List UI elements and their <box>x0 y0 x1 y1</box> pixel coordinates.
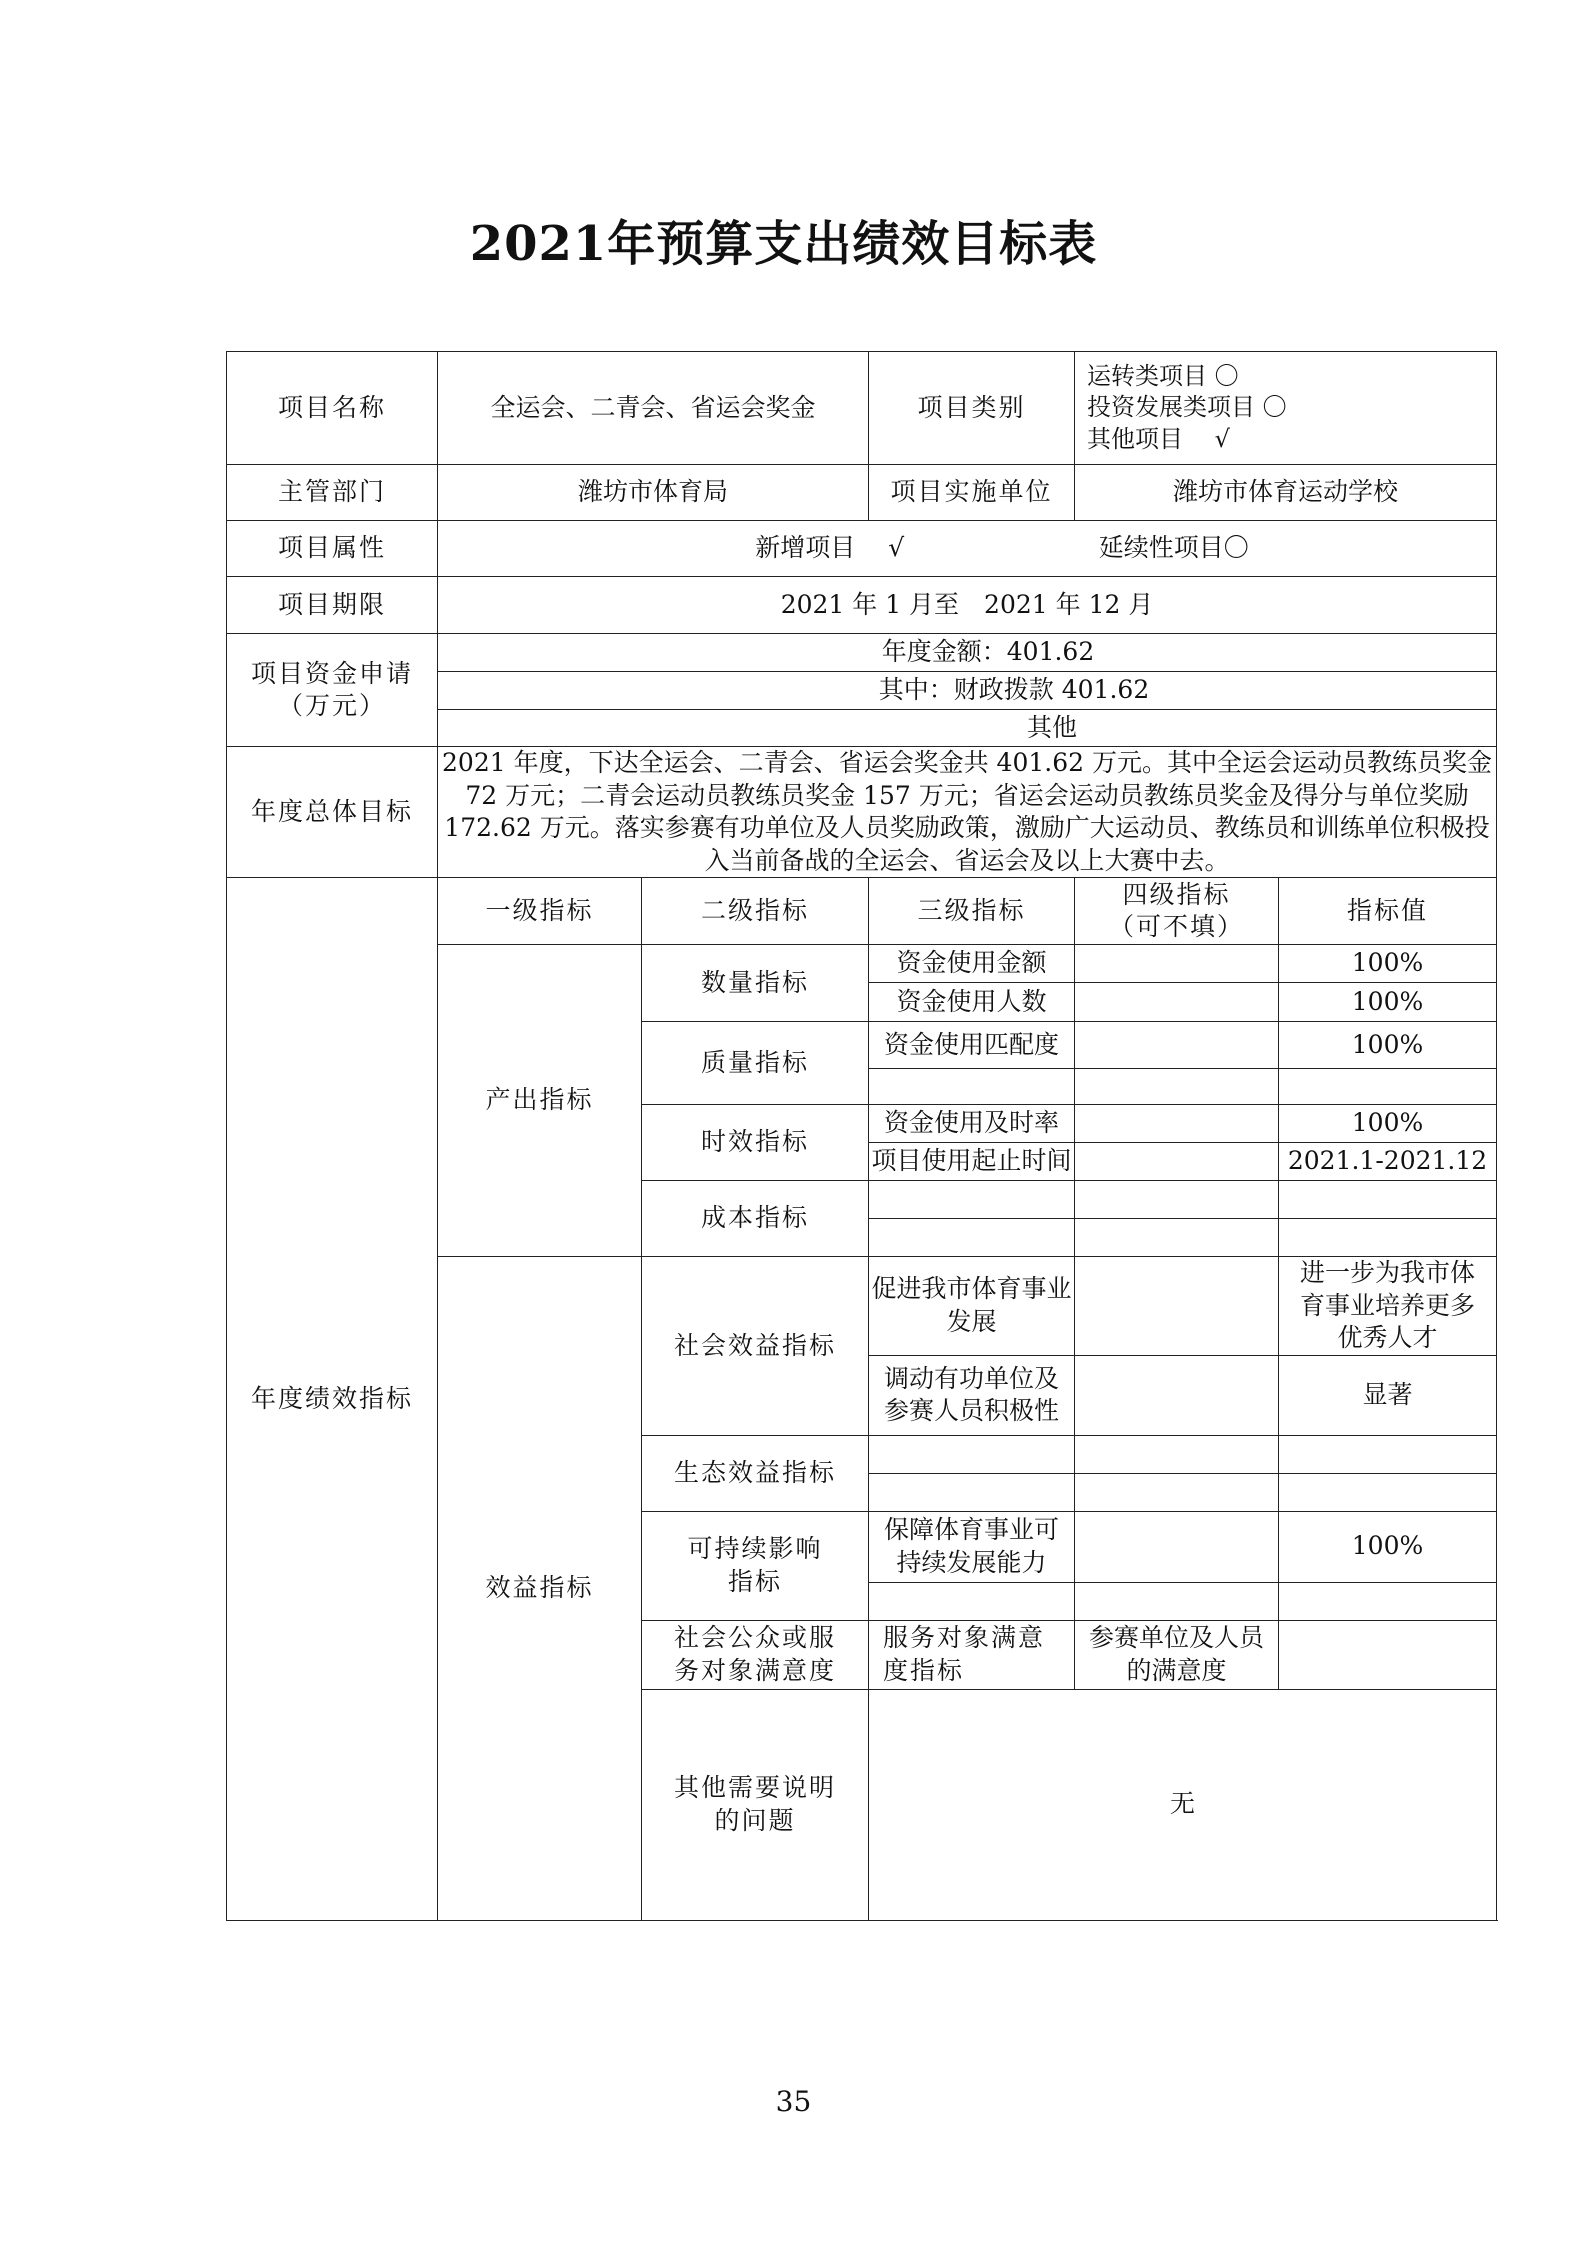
indicator-name: 资金使用及时率 <box>869 1105 1075 1143</box>
category-option-investment: 投资发展类项目 〇 <box>1087 393 1287 422</box>
annual-goal-text: 2021 年度，下达全运会、二青会、省运会奖金共 401.62 万元。其中全运会运动员教练员奖金 72 万元；二青会运动员教练员奖金 157 万元；省运会运动员教练员奖金及得分与单位奖励 172.62 万元。落实参赛有功单位及人员奖励政策，激励广大运动员、教练员和训练单位积极投入当前备战的全运会、省运会及以上大赛中去。 <box>438 747 1497 878</box>
indicator-value <box>1279 1219 1497 1257</box>
attribute-continuing: 延续性项目〇 <box>1098 533 1249 563</box>
department-label: 主管部门 <box>227 465 438 521</box>
indicator-value: 100% <box>1279 945 1497 983</box>
indicator-value: 2021.1-2021.12 <box>1279 1143 1497 1181</box>
row-attribute <box>227 521 1497 577</box>
period-label: 项目期限 <box>227 577 438 634</box>
indicator-level4 <box>1075 983 1279 1022</box>
period-value: 2021 年 1 月至 2021 年 12 月 <box>438 577 1497 634</box>
indicator-name <box>869 1435 1075 1473</box>
indicator-level4 <box>1075 1143 1279 1181</box>
indicator-value <box>1279 1582 1497 1620</box>
funds-label: 项目资金申请（万元） <box>227 634 438 747</box>
header-level2: 二级指标 <box>642 878 869 945</box>
eco-benefit-label: 生态效益指标 <box>642 1435 869 1511</box>
attribute-new: 新增项目 √ <box>755 533 905 563</box>
funds-annual: 年度金额：401.62 <box>438 634 1497 672</box>
indicator-value <box>1279 1069 1497 1105</box>
indicator-name: 资金使用匹配度 <box>869 1022 1075 1069</box>
row-department <box>227 465 1497 521</box>
project-category-label: 项目类别 <box>869 352 1075 465</box>
indicator-name: 项目使用起止时间 <box>869 1143 1075 1181</box>
indicator-value: 进一步为我市体育事业培养更多优秀人才 <box>1279 1257 1497 1356</box>
header-level3: 三级指标 <box>869 878 1075 945</box>
annual-goal-label: 年度总体目标 <box>227 747 438 878</box>
department-value: 潍坊市体育局 <box>438 465 869 521</box>
indicator-value <box>1279 1435 1497 1473</box>
project-name-label: 项目名称 <box>227 352 438 465</box>
indicator-value: 100% <box>1279 1022 1497 1069</box>
page-title: 2021年预算支出绩效目标表 <box>469 216 1098 272</box>
header-value: 指标值 <box>1279 878 1497 945</box>
project-name-value: 全运会、二青会、省运会奖金 <box>438 352 869 465</box>
row-project-name <box>227 352 1497 465</box>
indicator-value <box>1279 1473 1497 1511</box>
indicator-level4 <box>1075 1257 1279 1356</box>
indicator-name: 保障体育事业可持续发展能力 <box>869 1511 1075 1582</box>
indicator-value <box>1279 1181 1497 1219</box>
indicator-name: 参赛单位及人员的满意度 <box>1075 1620 1279 1689</box>
indicator-name: 资金使用人数 <box>869 983 1075 1022</box>
header-level1: 一级指标 <box>438 878 642 945</box>
row-funds-annual <box>227 634 1497 672</box>
indicator-level4 <box>1075 945 1279 983</box>
performance-target-table <box>226 351 1497 1921</box>
indicator-name: 资金使用金额 <box>869 945 1075 983</box>
service-satisfaction-label: 服务对象满意度指标 <box>869 1620 1075 1689</box>
indicator-level4 <box>1075 1435 1279 1473</box>
indicator-name: 调动有功单位及参赛人员积极性 <box>869 1355 1075 1435</box>
header-level4: 四级指标（可不填） <box>1075 878 1279 945</box>
sustainability-label: 可持续影响指标 <box>642 1511 869 1620</box>
page-number: 35 <box>775 2085 812 2118</box>
attribute-value <box>438 521 1497 577</box>
indicator-value: 100% <box>1279 1105 1497 1143</box>
social-benefit-label: 社会效益指标 <box>642 1257 869 1436</box>
indicator-name: 促进我市体育事业发展 <box>869 1257 1075 1356</box>
indicator-name <box>869 1582 1075 1620</box>
benefit-indicator-label: 效益指标 <box>438 1257 642 1921</box>
row-annual-goal <box>227 747 1497 878</box>
indicator-name <box>869 1473 1075 1511</box>
indicator-name <box>869 1219 1075 1257</box>
other-notes-value: 无 <box>869 1689 1497 1920</box>
indicator-level4 <box>1075 1219 1279 1257</box>
indicator-level4 <box>1075 1105 1279 1143</box>
indicators-label: 年度绩效指标 <box>227 878 438 1921</box>
quality-indicator-label: 质量指标 <box>642 1022 869 1105</box>
indicator-header-row <box>227 878 1497 945</box>
category-option-operation: 运转类项目 〇 <box>1087 362 1239 391</box>
timeliness-indicator-label: 时效指标 <box>642 1105 869 1181</box>
indicator-name <box>869 1181 1075 1219</box>
indicator-level4 <box>1075 1582 1279 1620</box>
project-category-options <box>1075 352 1497 465</box>
implementing-unit-label: 项目实施单位 <box>869 465 1075 521</box>
output-indicator-label: 产出指标 <box>438 945 642 1257</box>
implementing-unit-value: 潍坊市体育运动学校 <box>1075 465 1497 521</box>
other-notes-label: 其他需要说明的问题 <box>642 1689 869 1920</box>
indicator-level4 <box>1075 1022 1279 1069</box>
indicator-level4 <box>1075 1473 1279 1511</box>
indicator-level4 <box>1075 1511 1279 1582</box>
funds-fiscal: 其中：财政拨款 401.62 <box>438 672 1497 710</box>
indicator-level4 <box>1075 1355 1279 1435</box>
satisfaction-label: 社会公众或服务对象满意度 <box>642 1620 869 1689</box>
indicator-value: 100% <box>1279 1511 1497 1582</box>
indicator-value: 100% <box>1279 983 1497 1022</box>
indicator-value: 显著 <box>1279 1355 1497 1435</box>
funds-other: 其他 <box>438 710 1497 747</box>
category-option-other: 其他项目 √ <box>1087 424 1230 453</box>
row-period <box>227 577 1497 634</box>
cost-indicator-label: 成本指标 <box>642 1181 869 1257</box>
indicator-level4 <box>1075 1069 1279 1105</box>
quantity-indicator-label: 数量指标 <box>642 945 869 1022</box>
indicator-level4 <box>1279 1620 1497 1689</box>
attribute-label: 项目属性 <box>227 521 438 577</box>
indicator-level4 <box>1075 1181 1279 1219</box>
indicator-name <box>869 1069 1075 1105</box>
